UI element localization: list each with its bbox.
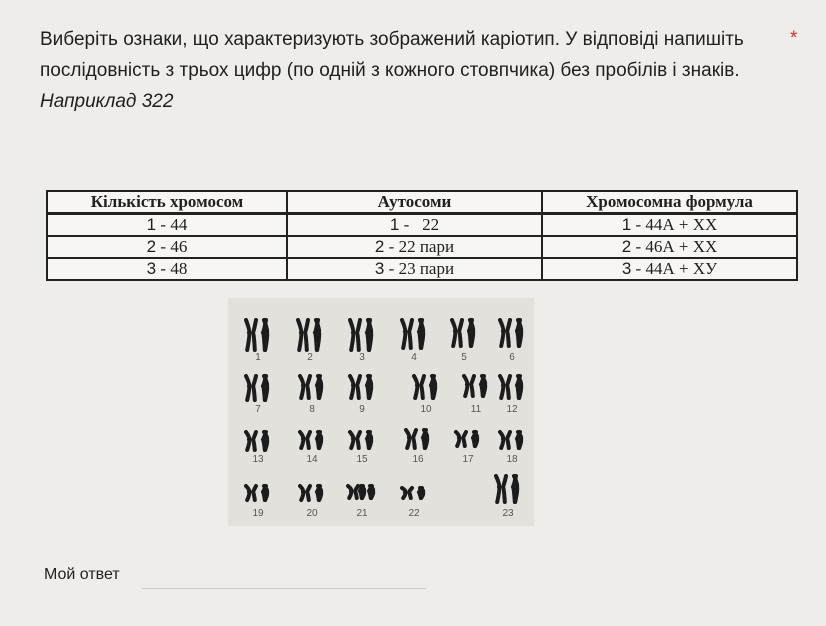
chromosome-pair-12 <box>500 376 521 398</box>
options-table <box>46 190 798 281</box>
chromosome-pair-23 <box>496 476 517 502</box>
answer-input[interactable] <box>142 566 426 589</box>
chromosome-label: 4 <box>411 352 417 363</box>
table-cell: 3 - 48 <box>47 258 287 280</box>
chromosome-label: 13 <box>252 454 264 465</box>
chromosome-pair-3 <box>350 320 371 350</box>
chromosome-label: 23 <box>502 508 514 519</box>
table-header-row <box>47 191 797 214</box>
chromosome-pair-17 <box>456 432 477 446</box>
chromosome-pair-13 <box>246 432 267 450</box>
chromosome-pair-16 <box>406 430 427 448</box>
chromosome-pair-8 <box>300 376 321 398</box>
chromosome-label: 16 <box>412 454 424 465</box>
chromosome-pair-9 <box>350 376 371 398</box>
chromosome-label: 22 <box>408 508 420 519</box>
chromosome-pair-6 <box>500 320 521 346</box>
chromosome-label: 15 <box>356 454 368 465</box>
chromosome-pair-10 <box>414 376 435 398</box>
header-autosomes: Аутосоми <box>287 191 542 214</box>
chromosome-pair-21 <box>348 486 373 498</box>
chromosome-label: 17 <box>462 454 474 465</box>
chromosome-label: 8 <box>309 404 315 415</box>
chromosome-label: 2 <box>307 352 313 363</box>
chromosome-pair-1 <box>246 320 267 350</box>
chromosome-pair-7 <box>246 376 267 400</box>
table-cell: 2 - 46 <box>47 236 287 258</box>
question-text <box>40 24 780 117</box>
chromosome-label: 12 <box>506 404 518 415</box>
chromosome-pair-14 <box>300 432 321 448</box>
header-chromosome-count: Кількість хромосом <box>47 191 287 214</box>
table-cell: 2 - 22 пари <box>287 236 542 258</box>
table-cell: 2 - 46А + ХХ <box>542 236 797 258</box>
chromosome-pair-19 <box>246 486 267 500</box>
table-cell: 1 - 44 <box>47 214 287 237</box>
chromosome-pair-5 <box>452 320 473 346</box>
table-cell: 1 - 44А + ХХ <box>542 214 797 237</box>
chromosome-label: 3 <box>359 352 365 363</box>
chromosome-pair-18 <box>500 432 521 448</box>
chromosome-label: 6 <box>509 352 515 363</box>
chromosome-label: 21 <box>356 508 368 519</box>
question-example: Наприклад 322 <box>40 91 174 112</box>
table-cell: 1 - 22 <box>287 214 542 237</box>
chromosome-label: 18 <box>506 454 518 465</box>
required-asterisk: * <box>790 28 798 49</box>
chromosome-pair-4 <box>402 320 423 348</box>
chromosome-label: 1 <box>255 352 261 363</box>
table-row <box>47 214 797 237</box>
table-row <box>47 236 797 258</box>
chromosome-pair-11 <box>464 376 485 396</box>
chromosome-pair-22 <box>402 488 423 498</box>
karyotype-figure <box>228 298 534 526</box>
chromosome-label: 20 <box>306 508 318 519</box>
table-row <box>47 258 797 280</box>
chromosome-label: 19 <box>252 508 264 519</box>
chromosome-label: 14 <box>306 454 318 465</box>
header-chromosome-formula: Хромосомна формула <box>542 191 797 214</box>
answer-label: Мой ответ <box>44 566 120 583</box>
chromosome-pair-20 <box>300 486 321 500</box>
chromosome-label: 5 <box>461 352 467 363</box>
table-cell: 3 - 44А + ХУ <box>542 258 797 280</box>
chromosome-pair-15 <box>350 432 371 448</box>
chromosome-label: 7 <box>255 404 261 415</box>
chromosome-pair-2 <box>298 320 319 350</box>
karyotype-image <box>228 298 534 526</box>
chromosome-label: 9 <box>359 404 365 415</box>
table-cell: 3 - 23 пари <box>287 258 542 280</box>
question-body: Виберіть ознаки, що характеризують зображений каріотип. У відповіді напишіть послідовність з трьох цифр (по одній з кожного стовпчика) без пробілів і знаків. <box>40 29 744 81</box>
chromosome-label: 10 <box>420 404 432 415</box>
chromosome-label: 11 <box>470 404 482 415</box>
